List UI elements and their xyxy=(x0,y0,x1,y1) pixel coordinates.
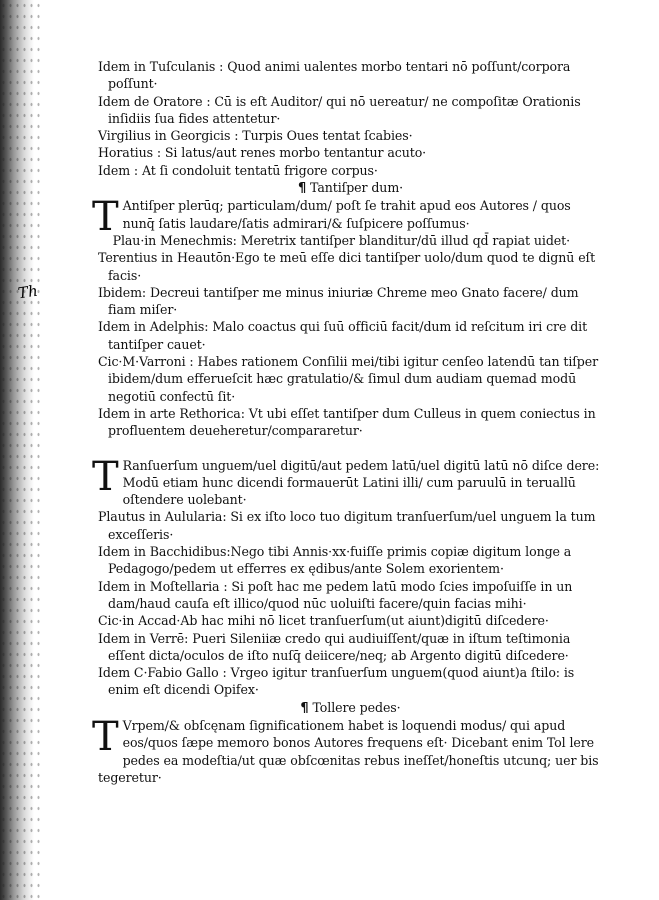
paragraph: Idem in Moſtellaria : Si poſt hac me pedem latū modo ſcies impoſuiſſe in un dam/haud cauſa eſt illico/quod nūc uoluiſti facere/quin facias mihi· xyxy=(98,578,573,611)
paragraph: Idem in arte Rethorica: Vt ubi eſſet tantiſper dum Culleus in quem coniectus in profluentem deueheretur/compararetur· xyxy=(98,405,596,439)
section-tollere-pedes xyxy=(92,699,603,786)
paragraph: Idem : At ſi condoluit tentatū frigore corpus· xyxy=(98,162,378,178)
paragraph: Idem in Tuſculanis : Quod animi ualentes morbo tentari nō poſſunt/corpora poſſunt· xyxy=(98,59,571,92)
margin-annotation: Th xyxy=(16,281,39,303)
paragraph: Ibidem: Decreui tantiſper me minus iniuriæ Chreme meo Gnato facere/ dum fiam miſer· xyxy=(98,284,579,318)
paragraph: Virgilius in Georgicis : Turpis Oues tentat ſcabies· xyxy=(98,128,413,144)
paragraph: Cic·in Accad·Ab hac mihi nō licet tranſuerſum(ut aiunt)digitū diſcedere· xyxy=(98,613,549,629)
section-heading: ¶ Tollere pedes· xyxy=(300,699,401,716)
paragraph: Idem de Oratore : Cū is eſt Auditor/ qui nō uereatur/ ne compoſitæ Orationis inſidiis ſua fides attentetur· xyxy=(98,93,581,126)
drop-cap: T xyxy=(92,194,119,241)
paragraph: Idem in Bacchidibus:Nego tibi Annis·xx·fuiſſe primis copiæ digitum longe a Pedagogo/pedem ut efferres ex ędibus/ante Solem exorientem· xyxy=(98,544,572,577)
paragraph: Horatius : Si latus/aut renes morbo tentantur acuto· xyxy=(98,145,427,161)
section-tantisper xyxy=(92,179,603,439)
drop-cap: T xyxy=(92,453,119,500)
paragraph: Idem C·Fabio Gallo : Vrgeo igitur tranſuerſum unguem(quod aiunt)a ſtilo: is enim eſt dicendi Opifex· xyxy=(98,665,575,698)
section-intro: T Antiſper plerūq; particulam/dum/ poſt ſe trahit apud eos Autores / quos nunq̄ ſatis laudare/ſatis admirari/& ſuſpicere poſſumus· xyxy=(92,194,571,241)
page-text xyxy=(92,58,603,786)
section-intro: T Ranſuerſum unguem/uel digitū/aut pedem latū/uel digitū latū nō diſce dere: Modū etiam hunc dicendi formauerūt Latini illi/ cum paruulū in teruallū oſtendere uolebant· xyxy=(92,453,600,508)
paragraph: Idem in Adelphis: Malo coactus qui ſuū officiū facit/dum id reſcitum iri cre dit tantiſper cauet· xyxy=(98,319,588,352)
paragraph: Plautus in Aulularia: Si ex iſto loco tuo digitum tranſuerſum/uel unguem la tum exceſſeris· xyxy=(98,509,596,542)
section-transuersum xyxy=(92,453,603,699)
paragraph: Terentius in Heautōn·Ego te meū eſſe dici tantiſper uolo/dum quod te dignū eſt facis· xyxy=(98,250,596,283)
pilcrow-icon: ¶ xyxy=(297,181,307,197)
section-heading: ¶ Tantiſper dum· xyxy=(297,180,404,197)
pilcrow-icon: ¶ xyxy=(300,700,309,716)
drop-cap: T xyxy=(92,713,119,760)
paragraph: Cic·M·Varroni : Habes rationem Conſilii mei/tibi igitur cenſeo latendū tan tiſper ibidem/dum efferueſcit hæc gratulatio/& ſimul dum audiam quemad modū negotiū confectū ſit· xyxy=(98,354,599,404)
paragraph: Plau·in Menechmis: Meretrix tantiſper blanditur/dū illud qd̄ rapiat uidet· xyxy=(112,232,571,248)
section-intro: T Vrpem/& obſcęnam ſignificationem habet is loquendi modus/ qui apud eos/quos ſæpe memoro bonos Autores frequens eſt· Dicebant enim Tol lere pedes ea modeſtia/ut quæ obſcœnitas rebus ineſſet/honeſtis utcunq; uer bis tegeretur· xyxy=(92,713,599,785)
spacer xyxy=(98,440,603,457)
binding-speckle xyxy=(0,0,40,900)
paragraph: Idem in Verrē: Pueri Sileniiæ credo qui audiuiſſent/quæ in iſtum teſtimonia eſſent dicta/oculos de iſto nuſq̄ deiicere/neq; ab Argento digitū diſcedere· xyxy=(98,630,571,663)
